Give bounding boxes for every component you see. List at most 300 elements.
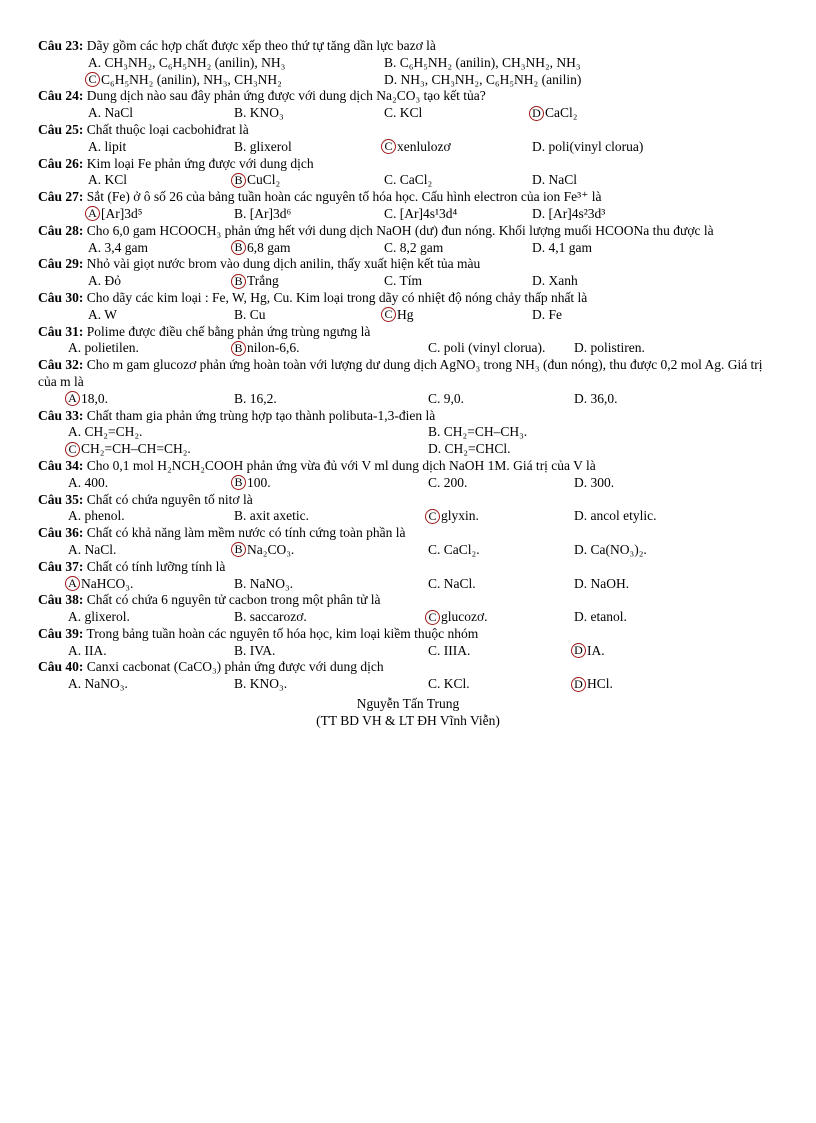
answer-option-selected xyxy=(68,441,191,458)
option-text: etanol. xyxy=(590,609,627,625)
question-text: Cho 6,0 gam HCOOCH₃ phản ứng hết với dung dịch NaOH (dư) đun nóng. Khối lượng muối HCOONa thu được là xyxy=(86,222,714,238)
question-block xyxy=(38,256,778,290)
answer-option-selected xyxy=(234,475,271,492)
answer-option-selected xyxy=(88,72,282,89)
question-number: Câu 27: xyxy=(38,189,84,205)
answer-option xyxy=(428,475,467,492)
option-label: A. xyxy=(88,54,102,70)
answer-option-selected xyxy=(88,206,142,223)
option-label: A. xyxy=(68,676,82,692)
question-stem xyxy=(38,592,778,609)
option-text: Trắng xyxy=(247,273,279,289)
question-stem xyxy=(38,88,778,105)
option-label: C. xyxy=(384,273,397,289)
question-stem xyxy=(38,492,778,509)
answer-option-selected xyxy=(428,508,479,525)
answer-option xyxy=(68,340,139,357)
answer-option-selected xyxy=(574,676,613,693)
option-label: B. xyxy=(234,306,247,322)
circled-answer-label: B xyxy=(231,240,246,255)
circled-answer-label: B xyxy=(231,173,246,188)
question-number: Câu 31: xyxy=(38,323,84,339)
options-row xyxy=(38,206,778,223)
answer-option xyxy=(574,508,656,525)
question-text: Sắt (Fe) ở ô số 26 của bảng tuần hoàn các nguyên tố hóa học. Cấu hình electron của ion Fe³⁺ là xyxy=(86,189,602,205)
option-label: B. xyxy=(234,609,247,625)
option-label: D. xyxy=(574,390,588,406)
question-block xyxy=(38,324,778,358)
options-row xyxy=(38,441,778,458)
option-text: Đỏ xyxy=(104,273,121,289)
option-text: HCl. xyxy=(587,676,613,692)
option-label: A. xyxy=(68,541,82,557)
question-number: Câu 30: xyxy=(38,289,84,305)
answer-option xyxy=(384,206,457,223)
answer-option xyxy=(88,273,121,290)
option-label: A. xyxy=(88,273,102,289)
options-row xyxy=(38,643,778,660)
author-block xyxy=(38,695,778,729)
option-text: IVA. xyxy=(249,642,276,658)
option-text: 100. xyxy=(247,474,271,490)
answer-option xyxy=(68,609,130,626)
option-text: polietilen. xyxy=(84,340,139,356)
option-label: C. xyxy=(428,642,441,658)
option-text: CH₂=CHCl. xyxy=(444,441,511,457)
option-label: D. xyxy=(574,609,588,625)
question-block xyxy=(38,122,778,156)
question-number: Câu 28: xyxy=(38,222,84,238)
option-label: A. xyxy=(68,424,82,440)
option-text: CH₂=CH₂. xyxy=(84,424,143,440)
option-label: C. xyxy=(384,105,397,121)
options-row xyxy=(38,475,778,492)
question-number: Câu 34: xyxy=(38,457,84,473)
option-text: NaCl. xyxy=(84,541,117,557)
options-row xyxy=(38,172,778,189)
question-number: Câu 40: xyxy=(38,659,84,675)
question-stem xyxy=(38,156,778,173)
option-label: A. xyxy=(68,609,82,625)
option-text: 9,0. xyxy=(443,390,465,406)
option-label: B. xyxy=(234,138,247,154)
author-org: (TT BD VH & LT ĐH Vĩnh Viễn) xyxy=(316,713,500,729)
circled-answer-label: A xyxy=(65,391,80,406)
option-text: KCl xyxy=(104,172,128,188)
options-row xyxy=(38,391,778,408)
option-text: glixerol. xyxy=(84,609,130,625)
option-label: A. xyxy=(68,642,82,658)
option-text: [Ar]4s²3d³ xyxy=(548,205,606,221)
answer-option-selected xyxy=(428,609,488,626)
answer-option xyxy=(428,542,480,559)
answer-option xyxy=(88,105,133,122)
answer-option-selected xyxy=(234,340,300,357)
answer-option xyxy=(384,72,581,89)
option-label: D. xyxy=(574,340,588,356)
question-text: Chất có tính lưỡng tính là xyxy=(86,558,226,574)
answer-option-selected xyxy=(234,273,279,290)
options-row xyxy=(38,340,778,357)
question-stem xyxy=(38,122,778,139)
answer-option xyxy=(68,475,108,492)
options-row xyxy=(38,609,778,626)
options-row xyxy=(38,139,778,156)
option-text: CH₃NH₂, C₆H₅NH₂ (anilin), NH₃ xyxy=(104,54,286,70)
question-number: Câu 33: xyxy=(38,407,84,423)
options-row xyxy=(38,72,778,89)
answer-option xyxy=(428,424,527,441)
question-block xyxy=(38,626,778,660)
option-label: D. xyxy=(428,441,442,457)
question-number: Câu 32: xyxy=(38,357,84,373)
option-label: D. xyxy=(532,205,546,221)
option-label: D. xyxy=(574,474,588,490)
option-label: C. xyxy=(428,340,441,356)
answer-option xyxy=(532,307,562,324)
question-stem xyxy=(38,626,778,643)
option-text: CH₂=CH–CH=CH₂. xyxy=(81,441,191,457)
option-label: B. xyxy=(234,642,247,658)
question-stem xyxy=(38,458,778,475)
question-stem xyxy=(38,189,778,206)
answer-option xyxy=(428,391,464,408)
option-text: 16,2. xyxy=(249,390,277,406)
option-text: 8,2 gam xyxy=(399,239,444,255)
answer-option xyxy=(234,576,293,593)
option-label: A. xyxy=(68,474,82,490)
option-text: NaNO₃. xyxy=(249,575,294,591)
question-stem xyxy=(38,223,778,240)
option-text: IIA. xyxy=(84,642,107,658)
question-stem xyxy=(38,525,778,542)
question-number: Câu 29: xyxy=(38,256,84,272)
question-stem xyxy=(38,256,778,273)
answer-option xyxy=(532,172,577,189)
option-label: D. xyxy=(532,273,546,289)
options-row xyxy=(38,55,778,72)
answer-option-selected xyxy=(68,576,133,593)
question-stem xyxy=(38,659,778,676)
answer-option-selected xyxy=(574,643,605,660)
option-text: KCl xyxy=(399,105,423,121)
option-label: B. xyxy=(234,390,247,406)
question-number: Câu 25: xyxy=(38,121,84,137)
option-text: 300. xyxy=(590,474,615,490)
circled-answer-label: C xyxy=(65,442,80,457)
answer-option xyxy=(428,643,470,660)
answer-option xyxy=(234,307,266,324)
answer-option-selected xyxy=(234,542,294,559)
option-label: A. xyxy=(88,138,102,154)
option-text: 18,0. xyxy=(81,390,108,406)
answer-option xyxy=(68,508,125,525)
answer-option-selected xyxy=(234,240,291,257)
option-text: NaCl. xyxy=(443,575,476,591)
answer-option xyxy=(234,391,277,408)
option-label: C. xyxy=(428,676,441,692)
question-block xyxy=(38,592,778,626)
question-stem xyxy=(38,559,778,576)
option-label: B. xyxy=(384,54,397,70)
option-text: NaCl xyxy=(548,172,577,188)
circled-answer-label: B xyxy=(231,475,246,490)
option-label: D. xyxy=(574,541,588,557)
question-text: Dãy gồm các hợp chất được xếp theo thứ tự tăng dần lực bazơ là xyxy=(86,38,436,53)
option-label: A. xyxy=(88,172,102,188)
question-block xyxy=(38,38,778,88)
question-block xyxy=(38,189,778,223)
answer-option xyxy=(384,55,581,72)
answer-option xyxy=(428,441,510,458)
answer-option xyxy=(384,240,443,257)
answer-option xyxy=(234,676,287,693)
option-text: Na₂CO₃. xyxy=(247,541,295,557)
option-text: glucozơ. xyxy=(441,609,488,625)
circled-answer-label: A xyxy=(85,206,100,221)
answer-option xyxy=(88,139,126,156)
question-text: Chất tham gia phản ứng trùng hợp tạo thành polibuta-1,3-đien là xyxy=(86,407,436,423)
option-text: 36,0. xyxy=(590,390,618,406)
option-text: Cu xyxy=(249,306,266,322)
option-label: A. xyxy=(88,239,102,255)
circled-answer-label: D xyxy=(529,106,544,121)
options-row xyxy=(38,576,778,593)
question-number: Câu 24: xyxy=(38,88,84,104)
question-text: Canxi cacbonat (CaCO₃) phản ứng được với dung dịch xyxy=(86,659,384,675)
question-block xyxy=(38,525,778,559)
option-text: W xyxy=(104,306,118,322)
answer-option xyxy=(68,676,128,693)
option-text: glyxin. xyxy=(441,508,479,524)
option-text: 6,8 gam xyxy=(247,239,291,255)
circled-answer-label: C xyxy=(381,139,396,154)
option-text: 4,1 gam xyxy=(548,239,592,255)
circled-answer-label: A xyxy=(65,576,80,591)
question-number: Câu 38: xyxy=(38,592,84,608)
answer-option xyxy=(574,609,627,626)
question-block xyxy=(38,223,778,257)
answer-option-selected xyxy=(234,172,280,189)
option-text: [Ar]3d⁶ xyxy=(249,205,292,221)
answer-option xyxy=(68,643,107,660)
option-text: NaNO₃. xyxy=(84,676,128,692)
answer-option xyxy=(234,139,292,156)
options-row xyxy=(38,424,778,441)
option-label: B. xyxy=(234,575,247,591)
option-label: D. xyxy=(384,71,398,87)
circled-answer-label: B xyxy=(231,274,246,289)
circled-answer-label: C xyxy=(425,610,440,625)
author-name: Nguyễn Tấn Trung xyxy=(356,696,460,712)
option-text: CuCl₂ xyxy=(247,172,281,188)
answer-option xyxy=(532,273,578,290)
option-label: A. xyxy=(88,306,102,322)
option-label: A. xyxy=(68,340,82,356)
question-block xyxy=(38,458,778,492)
question-text: Chất thuộc loại cacbohiđrat là xyxy=(86,121,249,137)
option-text: CH₂=CH–CH₃. xyxy=(443,424,528,440)
option-text: polistiren. xyxy=(590,340,645,356)
option-label: D. xyxy=(532,239,546,255)
question-stem xyxy=(38,408,778,425)
answer-option xyxy=(428,676,470,693)
options-row xyxy=(38,240,778,257)
answer-option-selected xyxy=(384,307,414,324)
question-block xyxy=(38,88,778,122)
option-text: C₆H₅NH₂ (anilin), CH₃NH₂, NH₃ xyxy=(399,54,581,70)
answer-option xyxy=(88,307,117,324)
answer-option xyxy=(574,391,618,408)
answer-option xyxy=(88,172,127,189)
answer-option xyxy=(428,340,545,357)
question-block xyxy=(38,290,778,324)
answer-option xyxy=(574,475,614,492)
answer-option-selected xyxy=(532,105,577,122)
answer-option-selected xyxy=(384,139,451,156)
question-stem xyxy=(38,290,778,307)
exam-page xyxy=(38,38,778,729)
question-list xyxy=(38,38,778,693)
option-label: C. xyxy=(384,239,397,255)
option-text: phenol. xyxy=(84,508,125,524)
option-label: D. xyxy=(574,508,588,524)
question-block xyxy=(38,357,778,407)
answer-option xyxy=(574,576,629,593)
option-text: [Ar]4s¹3d⁴ xyxy=(399,205,458,221)
question-text: Cho m gam glucozơ phản ứng hoàn toàn với lượng dư dung dịch AgNO₃ trong NH₃ (đun nóng), thu được 0,2 mol Ag. Giá trị của m là xyxy=(38,357,763,389)
question-number: Câu 37: xyxy=(38,558,84,574)
option-text: xenlulozơ xyxy=(397,138,451,154)
question-number: Câu 39: xyxy=(38,625,84,641)
answer-option xyxy=(384,172,432,189)
answer-option xyxy=(574,340,645,357)
options-row xyxy=(38,273,778,290)
question-stem xyxy=(38,324,778,341)
option-text: Ca(NO₃)₂. xyxy=(590,541,647,557)
circled-answer-label: C xyxy=(85,72,100,87)
answer-option xyxy=(384,273,422,290)
option-text: poli (vinyl clorua). xyxy=(443,340,546,356)
option-text: saccarozơ. xyxy=(249,609,307,625)
option-text: NaHCO₃. xyxy=(81,575,134,591)
option-label: D. xyxy=(574,575,588,591)
option-label: B. xyxy=(234,205,247,221)
option-label: A. xyxy=(68,508,82,524)
question-number: Câu 36: xyxy=(38,525,84,541)
answer-option xyxy=(574,542,647,559)
question-text: Cho 0,1 mol H₂NCH₂COOH phản ứng vừa đủ với V ml dung dịch NaOH 1M. Giá trị của V là xyxy=(86,457,596,473)
circled-answer-label: C xyxy=(425,509,440,524)
options-row xyxy=(38,508,778,525)
question-block xyxy=(38,659,778,693)
option-text: Xanh xyxy=(548,273,578,289)
answer-option xyxy=(68,424,142,441)
option-text: 200. xyxy=(443,474,468,490)
answer-option xyxy=(88,55,285,72)
circled-answer-label: B xyxy=(231,542,246,557)
option-text: [Ar]3d⁵ xyxy=(101,205,143,221)
option-label: C. xyxy=(428,474,441,490)
answer-option xyxy=(532,240,592,257)
answer-option xyxy=(68,542,116,559)
option-text: Fe xyxy=(548,306,562,322)
option-text: IIIA. xyxy=(443,642,471,658)
answer-option xyxy=(532,206,605,223)
option-text: CaCl₂ xyxy=(545,105,578,121)
option-label: B. xyxy=(428,424,441,440)
option-text: NH₃, CH₃NH₂, C₆H₅NH₂ (anilin) xyxy=(400,71,582,87)
option-text: Tím xyxy=(399,273,423,289)
options-row xyxy=(38,307,778,324)
option-label: B. xyxy=(234,105,247,121)
option-label: A. xyxy=(88,105,102,121)
answer-option xyxy=(234,508,309,525)
answer-option xyxy=(234,609,307,626)
option-label: C. xyxy=(428,575,441,591)
option-text: ancol etylic. xyxy=(590,508,657,524)
option-label: D. xyxy=(532,138,546,154)
option-text: KCl. xyxy=(443,676,470,692)
option-text: IA. xyxy=(587,642,605,658)
circled-answer-label: C xyxy=(381,307,396,322)
options-row xyxy=(38,105,778,122)
option-text: KNO₃. xyxy=(249,676,288,692)
option-label: C. xyxy=(384,172,397,188)
option-text: poli(vinyl clorua) xyxy=(548,138,644,154)
option-label: C. xyxy=(384,205,397,221)
answer-option-selected xyxy=(68,391,108,408)
answer-option xyxy=(234,206,291,223)
option-text: C₆H₅NH₂ (anilin), NH₃, CH₃NH₂ xyxy=(101,71,282,87)
option-text: CaCl₂. xyxy=(443,541,480,557)
question-text: Cho dãy các kim loại : Fe, W, Hg, Cu. Kim loại trong dãy có nhiệt độ nóng chảy thấp nhất là xyxy=(86,289,588,305)
options-row xyxy=(38,542,778,559)
question-number: Câu 35: xyxy=(38,491,84,507)
option-label: D. xyxy=(532,172,546,188)
option-label: C. xyxy=(428,390,441,406)
answer-option xyxy=(88,240,148,257)
answer-option xyxy=(234,105,284,122)
question-text: Polime được điều chế bằng phản ứng trùng ngưng là xyxy=(86,323,371,339)
option-text: KNO₃ xyxy=(249,105,284,121)
option-label: C. xyxy=(428,541,441,557)
option-text: NaCl xyxy=(104,105,133,121)
question-stem xyxy=(38,357,778,391)
question-stem xyxy=(38,38,778,55)
question-block xyxy=(38,156,778,190)
option-label: B. xyxy=(234,676,247,692)
answer-option xyxy=(234,643,275,660)
question-text: Chất có khả năng làm mềm nước có tính cứng toàn phần là xyxy=(86,525,406,541)
option-label: D. xyxy=(532,306,546,322)
question-block xyxy=(38,492,778,526)
question-text: Chất có chứa 6 nguyên tử cacbon trong một phân tử là xyxy=(86,592,381,608)
circled-answer-label: B xyxy=(231,341,246,356)
option-text: nilon-6,6. xyxy=(247,340,300,356)
answer-option xyxy=(428,576,476,593)
option-label: B. xyxy=(234,508,247,524)
answer-option xyxy=(532,139,643,156)
answer-option xyxy=(384,105,422,122)
option-text: CaCl₂ xyxy=(399,172,433,188)
circled-answer-label: D xyxy=(571,643,586,658)
question-block xyxy=(38,408,778,458)
question-text: Nhỏ vài giọt nước brom vào dung dịch anilin, thấy xuất hiện kết tủa màu xyxy=(86,256,481,272)
options-row xyxy=(38,676,778,693)
question-number: Câu 23: xyxy=(38,38,84,53)
option-text: Hg xyxy=(397,306,414,322)
